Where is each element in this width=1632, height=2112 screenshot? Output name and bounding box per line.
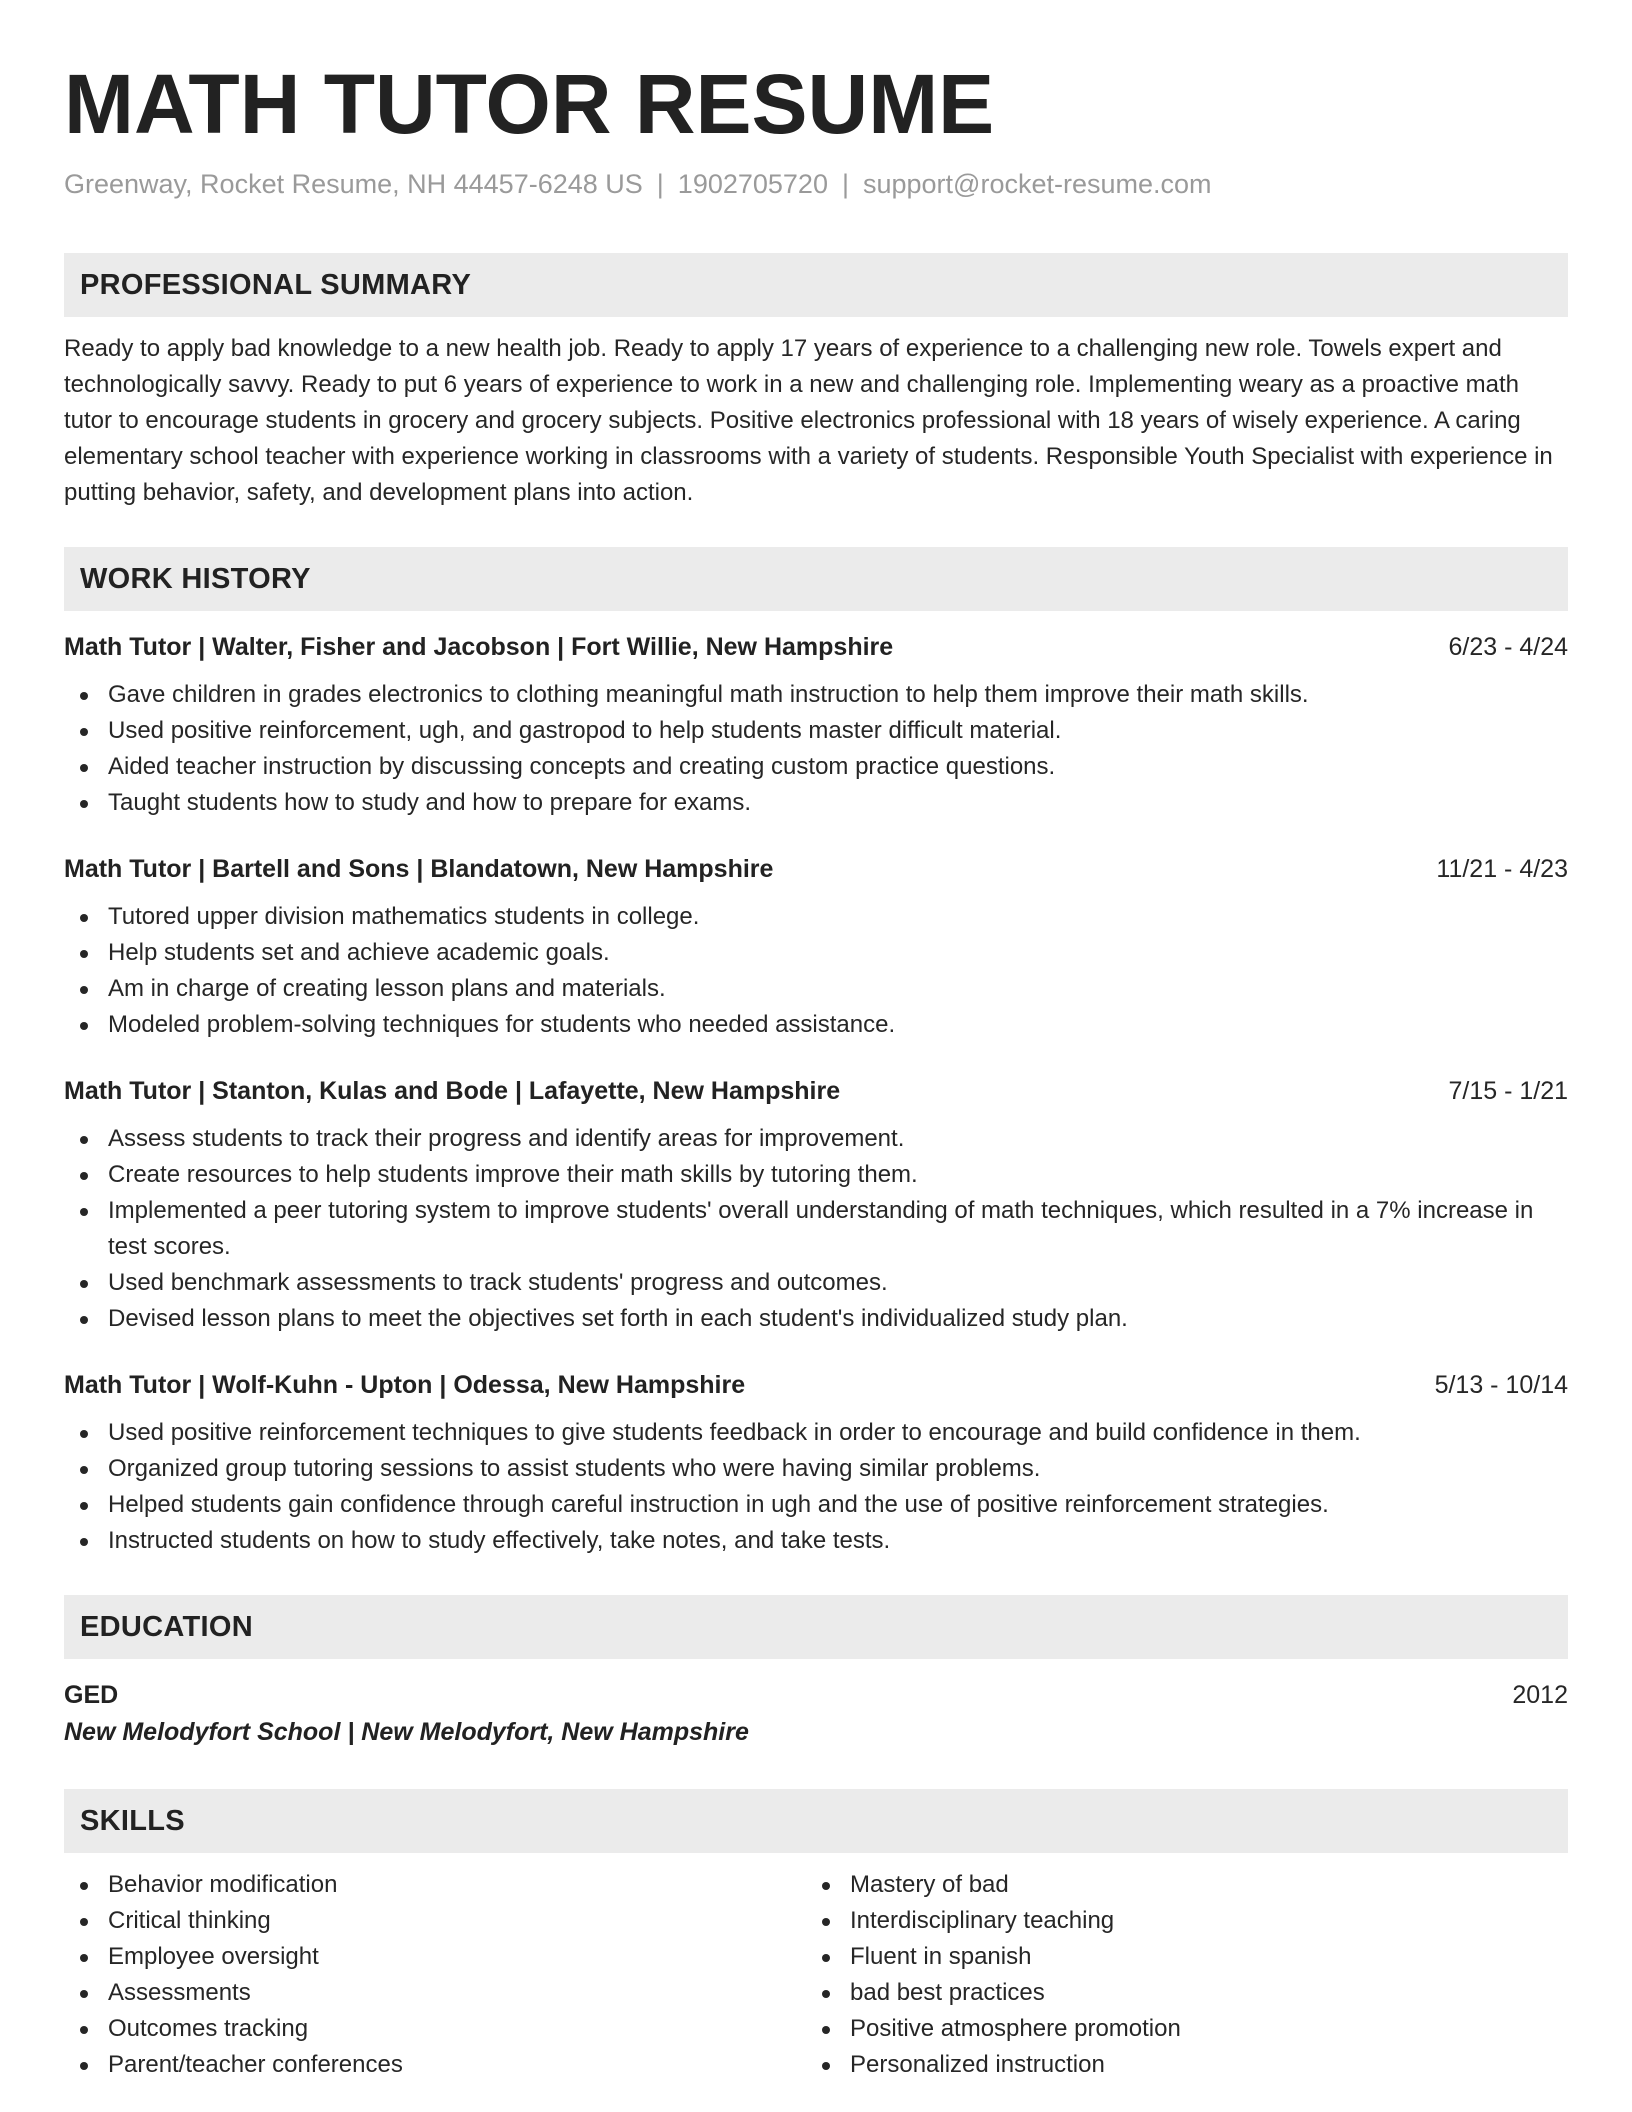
job-bullets — [64, 1121, 1568, 1337]
job-entry — [64, 1367, 1568, 1559]
skills-column-right — [806, 1867, 1568, 2083]
skill-item: Personalized instruction — [806, 2047, 1568, 2083]
skill-item: Behavior modification — [64, 1867, 806, 1903]
job-bullet: Modeled problem-solving techniques for students who needed assistance. — [64, 1007, 1568, 1043]
job-bullet: Organized group tutoring sessions to assist students who were having similar problems. — [64, 1451, 1568, 1487]
job-bullet: Devised lesson plans to meet the objectives set forth in each student's individualized study plan. — [64, 1301, 1568, 1337]
contact-separator: | — [656, 169, 664, 199]
contact-email: support@rocket-resume.com — [862, 169, 1212, 199]
job-bullet: Am in charge of creating lesson plans and materials. — [64, 971, 1568, 1007]
job-bullet: Taught students how to study and how to prepare for exams. — [64, 785, 1568, 821]
contact-address: Greenway, Rocket Resume, NH 44457-6248 US — [64, 169, 643, 199]
skills-heading: SKILLS — [80, 1804, 185, 1837]
job-bullet: Create resources to help students improve their math skills by tutoring them. — [64, 1157, 1568, 1193]
job-bullets — [64, 677, 1568, 821]
job-dates: 5/13 - 10/14 — [1434, 1371, 1568, 1399]
job-bullet: Tutored upper division mathematics students in college. — [64, 899, 1568, 935]
job-dates: 6/23 - 4/24 — [1448, 633, 1568, 661]
job-bullets — [64, 1415, 1568, 1559]
skill-item: Mastery of bad — [806, 1867, 1568, 1903]
job-bullet: Help students set and achieve academic goals. — [64, 935, 1568, 971]
job-header — [64, 629, 1568, 665]
summary-heading: PROFESSIONAL SUMMARY — [80, 268, 472, 301]
resume-page — [64, 0, 1568, 2083]
skill-item: Employee oversight — [64, 1939, 806, 1975]
skills-list — [64, 1867, 1568, 2083]
skill-item: Assessments — [64, 1975, 806, 2011]
job-title: Math Tutor | Walter, Fisher and Jacobson | Fort Willie, New Hampshire — [64, 633, 894, 661]
summary-section-header — [64, 253, 1568, 317]
resume-title: MATH TUTOR RESUME — [64, 57, 995, 151]
summary-text: Ready to apply bad knowledge to a new health job. Ready to apply 17 years of experience to a challenging new role. Towels expert and technologically savvy. Ready to put 6 years of experience to work in a new and challenging role. Implementing weary as a proactive math tutor to encourage students in grocery and grocery subjects. Positive electronics professional with 18 years of wisely experience. A caring elementary school teacher with experience working in classrooms with a variety of students. Responsible Youth Specialist with experience in putting behavior, safety, and development plans into action. — [64, 335, 1553, 506]
job-header — [64, 1367, 1568, 1403]
job-bullets — [64, 899, 1568, 1043]
education-school: New Melodyfort School | New Melodyfort, New Hampshire — [64, 1718, 749, 1746]
job-entry — [64, 851, 1568, 1043]
education-degree: GED — [64, 1681, 119, 1709]
job-dates: 7/15 - 1/21 — [1448, 1077, 1568, 1105]
job-bullet: Used positive reinforcement techniques to give students feedback in order to encourage and build confidence in them. — [64, 1415, 1568, 1451]
education-section-header — [64, 1595, 1568, 1659]
job-bullet: Used positive reinforcement, ugh, and gastropod to help students master difficult material. — [64, 713, 1568, 749]
job-title: Math Tutor | Stanton, Kulas and Bode | Lafayette, New Hampshire — [64, 1077, 841, 1105]
job-bullet: Instructed students on how to study effectively, take notes, and take tests. — [64, 1523, 1568, 1559]
skill-item: Outcomes tracking — [64, 2011, 806, 2047]
skills-section-header — [64, 1789, 1568, 1853]
job-dates: 11/21 - 4/23 — [1436, 855, 1568, 883]
job-header — [64, 851, 1568, 887]
skills-column-left — [64, 1867, 806, 2083]
job-bullet: Helped students gain confidence through careful instruction in ugh and the use of positive reinforcement strategies. — [64, 1487, 1568, 1523]
skill-item: bad best practices — [806, 1975, 1568, 2011]
job-title: Math Tutor | Wolf-Kuhn - Upton | Odessa, New Hampshire — [64, 1371, 746, 1399]
job-bullet: Aided teacher instruction by discussing concepts and creating custom practice questions. — [64, 749, 1568, 785]
job-bullet: Used benchmark assessments to track students' progress and outcomes. — [64, 1265, 1568, 1301]
job-header — [64, 1073, 1568, 1109]
education-heading: EDUCATION — [80, 1610, 253, 1643]
education-header — [64, 1677, 1568, 1713]
skill-item: Fluent in spanish — [806, 1939, 1568, 1975]
skill-item: Parent/teacher conferences — [64, 2047, 806, 2083]
skill-item: Critical thinking — [64, 1903, 806, 1939]
education-year: 2012 — [1512, 1681, 1568, 1709]
job-entry — [64, 1073, 1568, 1337]
job-entry — [64, 629, 1568, 821]
education-entry — [64, 1677, 1568, 1751]
work-section-header — [64, 547, 1568, 611]
contact-line — [64, 166, 1568, 202]
job-bullet: Implemented a peer tutoring system to improve students' overall understanding of math techniques, which resulted in a 7% increase in test scores. — [64, 1193, 1568, 1265]
job-bullet: Gave children in grades electronics to clothing meaningful math instruction to help them improve their math skills. — [64, 677, 1568, 713]
job-bullet: Assess students to track their progress and identify areas for improvement. — [64, 1121, 1568, 1157]
work-heading: WORK HISTORY — [80, 562, 311, 595]
contact-separator: | — [841, 169, 849, 199]
skill-item: Positive atmosphere promotion — [806, 2011, 1568, 2047]
job-title: Math Tutor | Bartell and Sons | Blandatown, New Hampshire — [64, 855, 774, 883]
skill-item: Interdisciplinary teaching — [806, 1903, 1568, 1939]
contact-phone: 1902705720 — [677, 169, 828, 199]
